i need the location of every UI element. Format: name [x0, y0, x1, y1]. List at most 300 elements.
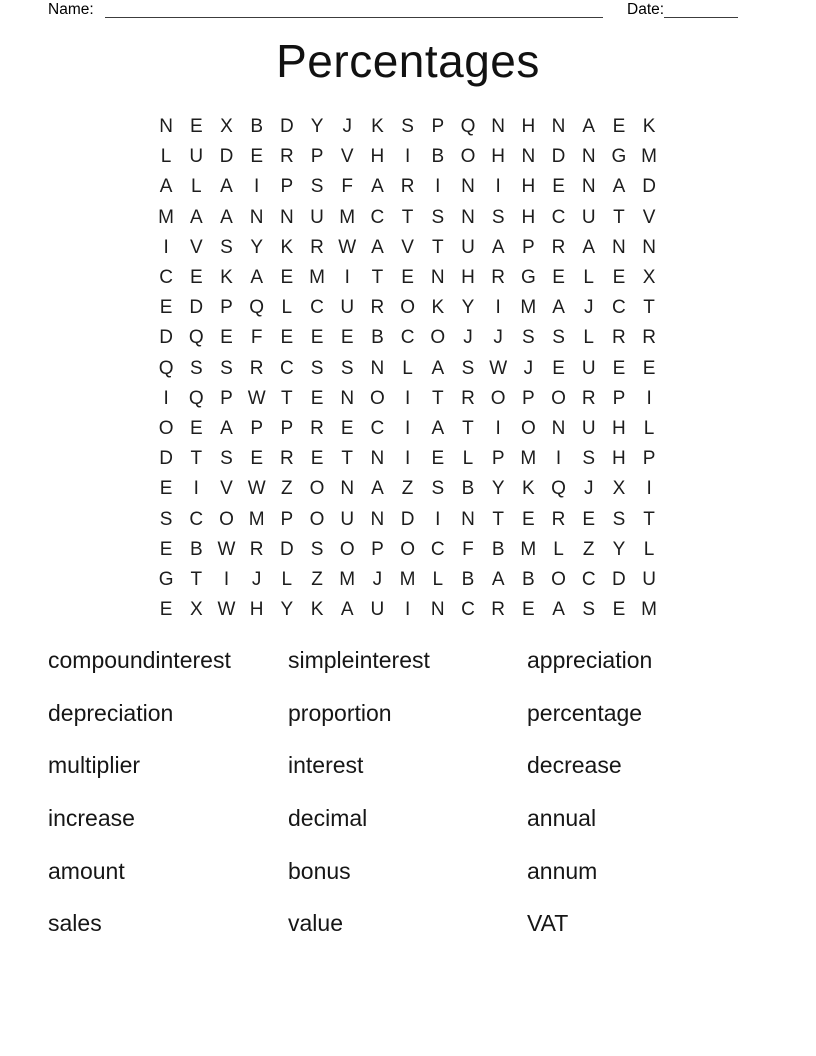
- grid-letter: Q: [551, 478, 566, 500]
- grid-letter: Z: [311, 568, 323, 590]
- grid-letter: R: [310, 417, 324, 439]
- grid-letter: I: [495, 297, 501, 319]
- grid-letter: N: [430, 599, 445, 621]
- grid-letter: P: [310, 146, 324, 168]
- grid-letter: Y: [310, 116, 324, 138]
- word-list-item: sales: [48, 910, 102, 937]
- grid-letter: N: [521, 146, 536, 168]
- grid-letter: I: [193, 478, 199, 500]
- grid-letter: K: [310, 599, 324, 621]
- grid-letter: P: [371, 538, 384, 560]
- grid-letter: W: [247, 387, 266, 409]
- grid-letter: E: [401, 267, 414, 289]
- grid-row: [151, 323, 664, 353]
- grid-letter: N: [461, 206, 475, 228]
- grid-letter: E: [189, 267, 203, 289]
- grid-letter: R: [491, 267, 506, 289]
- grid-letter: I: [404, 599, 411, 621]
- grid-letter: L: [643, 417, 655, 439]
- grid-row: [151, 233, 664, 263]
- grid-letter: E: [310, 448, 324, 470]
- grid-letter: B: [522, 568, 535, 590]
- grid-letter: N: [340, 387, 355, 409]
- grid-letter: I: [404, 387, 411, 409]
- word-list-item: VAT: [527, 910, 569, 937]
- grid-letter: D: [189, 297, 204, 319]
- grid-letter: M: [339, 206, 356, 228]
- word-list-item: bonus: [288, 857, 351, 884]
- grid-letter: A: [340, 599, 354, 621]
- grid-letter: K: [371, 116, 384, 138]
- grid-letter: G: [611, 146, 627, 168]
- grid-letter: K: [642, 116, 656, 138]
- grid-letter: T: [643, 508, 655, 530]
- grid-letter: B: [461, 478, 475, 500]
- grid-letter: E: [159, 297, 173, 319]
- grid-letter: K: [220, 267, 233, 289]
- grid-letter: O: [490, 387, 506, 409]
- grid-letter: W: [338, 236, 357, 258]
- grid-letter: Q: [188, 327, 204, 349]
- grid-letter: R: [581, 387, 596, 409]
- grid-letter: T: [341, 448, 354, 470]
- grid-letter: I: [646, 387, 652, 409]
- grid-letter: C: [370, 206, 385, 228]
- grid-letter: N: [461, 508, 475, 530]
- grid-letter: Q: [249, 297, 265, 319]
- grid-letter: O: [430, 327, 446, 349]
- grid-row: [151, 112, 664, 142]
- grid-letter: D: [642, 176, 656, 198]
- grid-letter: T: [431, 236, 444, 258]
- grid-letter: Q: [188, 387, 204, 409]
- puzzle-title: Percentages: [276, 35, 540, 87]
- grid-letter: A: [371, 236, 384, 258]
- grid-row: [151, 565, 664, 595]
- grid-letter: D: [159, 448, 173, 470]
- grid-letter: E: [612, 267, 626, 289]
- grid-letter: D: [551, 146, 566, 168]
- grid-letter: C: [189, 508, 204, 530]
- grid-letter: D: [279, 538, 294, 560]
- grid-letter: S: [522, 327, 535, 349]
- grid-letter: S: [220, 236, 233, 258]
- grid-letter: W: [217, 599, 236, 621]
- grid-letter: L: [432, 568, 444, 590]
- grid-letter: E: [431, 448, 445, 470]
- grid-letter: H: [521, 176, 536, 198]
- grid-row: [151, 203, 664, 233]
- grid-letter: X: [220, 116, 233, 138]
- grid-letter: P: [642, 448, 656, 470]
- grid-letter: I: [495, 417, 501, 439]
- word-list-item: compoundinterest: [48, 647, 231, 673]
- grid-letter: O: [339, 538, 355, 560]
- grid-letter: C: [612, 297, 626, 319]
- grid-letter: A: [371, 176, 384, 198]
- grid-letter: E: [552, 176, 565, 198]
- grid-letter: T: [613, 206, 625, 228]
- grid-letter: E: [522, 599, 535, 621]
- grid-letter: A: [159, 176, 173, 198]
- grid-row: [151, 444, 664, 474]
- grid-letter: Z: [401, 478, 414, 500]
- grid-letter: E: [340, 327, 354, 349]
- grid-letter: E: [612, 116, 626, 138]
- grid-letter: I: [435, 176, 441, 198]
- grid-letter: S: [220, 448, 233, 470]
- grid-letter: M: [520, 297, 537, 319]
- grid-letter: P: [280, 176, 294, 198]
- grid-letter: O: [370, 387, 385, 409]
- grid-letter: N: [551, 417, 566, 439]
- grid-letter: O: [551, 387, 566, 409]
- grid-letter: E: [552, 267, 565, 289]
- grid-letter: P: [280, 508, 294, 530]
- grid-letter: E: [159, 599, 173, 621]
- grid-letter: T: [492, 508, 504, 530]
- grid-letter: C: [400, 327, 415, 349]
- grid-letter: R: [249, 538, 264, 560]
- grid-letter: N: [370, 508, 385, 530]
- word-list-item: proportion: [288, 699, 392, 726]
- word-list-item: decrease: [527, 752, 622, 779]
- grid-letter: N: [491, 116, 506, 138]
- grid-letter: L: [462, 448, 474, 470]
- word-search-grid: [151, 112, 664, 625]
- grid-letter: W: [247, 478, 266, 500]
- grid-letter: C: [551, 206, 566, 228]
- grid-row: [151, 293, 664, 323]
- grid-letter: U: [370, 599, 385, 621]
- grid-letter: D: [159, 327, 173, 349]
- name-label: Name:: [48, 1, 94, 18]
- grid-letter: J: [523, 357, 534, 379]
- grid-letter: J: [463, 327, 473, 349]
- grid-row: [151, 172, 664, 202]
- grid-row: [151, 414, 664, 444]
- grid-letter: P: [431, 116, 445, 138]
- grid-letter: Q: [158, 357, 174, 379]
- grid-letter: C: [581, 568, 596, 590]
- grid-letter: H: [612, 448, 626, 470]
- grid-letter: M: [641, 146, 657, 168]
- grid-letter: R: [551, 236, 566, 258]
- grid-letter: F: [462, 538, 474, 560]
- grid-letter: U: [642, 568, 656, 590]
- grid-letter: H: [521, 116, 536, 138]
- grid-letter: M: [158, 206, 174, 228]
- grid-letter: E: [310, 327, 324, 349]
- date-label: Date:: [627, 1, 665, 18]
- grid-letter: L: [583, 267, 594, 289]
- grid-letter: P: [220, 297, 233, 319]
- grid-letter: R: [249, 357, 264, 379]
- grid-letter: J: [372, 568, 383, 590]
- word-list-item: appreciation: [527, 647, 653, 673]
- grid-letter: S: [340, 357, 354, 379]
- grid-letter: E: [552, 357, 565, 379]
- grid-letter: S: [491, 206, 505, 228]
- grid-letter: E: [280, 267, 294, 289]
- grid-letter: L: [160, 146, 172, 168]
- grid-letter: U: [189, 146, 204, 168]
- grid-letter: Q: [460, 116, 476, 138]
- grid-row: [151, 263, 664, 293]
- grid-letter: Z: [582, 538, 595, 560]
- grid-letter: A: [220, 206, 233, 228]
- grid-letter: S: [310, 538, 324, 560]
- word-list-column-2: [288, 634, 430, 950]
- grid-letter: M: [399, 568, 416, 590]
- grid-letter: F: [341, 176, 354, 198]
- grid-letter: R: [461, 387, 475, 409]
- grid-letter: W: [489, 357, 508, 379]
- grid-letter: E: [582, 508, 596, 530]
- grid-letter: I: [404, 417, 411, 439]
- grid-letter: T: [643, 297, 655, 319]
- grid-letter: A: [582, 116, 596, 138]
- grid-letter: D: [279, 116, 294, 138]
- grid-letter: T: [401, 206, 414, 228]
- grid-letter: J: [342, 116, 352, 138]
- grid-letter: E: [612, 357, 626, 379]
- grid-letter: Y: [250, 236, 263, 258]
- grid-letter: J: [583, 297, 594, 319]
- grid-letter: Y: [491, 478, 505, 500]
- grid-letter: I: [223, 568, 230, 590]
- grid-letter: N: [581, 146, 596, 168]
- grid-letter: H: [461, 267, 475, 289]
- date-blank-line: [664, 2, 738, 18]
- grid-letter: B: [250, 116, 263, 138]
- grid-letter: P: [522, 387, 535, 409]
- grid-letter: K: [280, 236, 294, 258]
- word-list-item: interest: [288, 752, 364, 779]
- grid-letter: S: [401, 116, 414, 138]
- grid-letter: E: [220, 327, 233, 349]
- grid-letter: E: [250, 448, 263, 470]
- grid-letter: I: [254, 176, 260, 198]
- word-list-item: simpleinterest: [288, 647, 430, 673]
- grid-letter: S: [552, 327, 565, 349]
- grid-letter: R: [642, 327, 656, 349]
- grid-letter: I: [163, 387, 169, 409]
- grid-letter: M: [309, 267, 325, 289]
- grid-letter: D: [400, 508, 415, 530]
- grid-letter: O: [158, 417, 174, 439]
- grid-letter: S: [431, 478, 445, 500]
- grid-row: [151, 535, 664, 565]
- grid-letter: L: [281, 297, 293, 319]
- grid-letter: N: [370, 357, 385, 379]
- grid-letter: L: [281, 568, 293, 590]
- grid-letter: S: [159, 508, 173, 530]
- grid-letter: O: [309, 508, 325, 530]
- grid-letter: Y: [612, 538, 626, 560]
- grid-letter: P: [220, 387, 233, 409]
- grid-letter: A: [371, 478, 384, 500]
- grid-letter: C: [461, 599, 475, 621]
- grid-letter: N: [340, 478, 355, 500]
- grid-letter: O: [460, 146, 476, 168]
- grid-letter: A: [431, 417, 445, 439]
- name-blank-line: [105, 2, 603, 18]
- grid-letter: E: [189, 417, 203, 439]
- grid-letter: O: [219, 508, 234, 530]
- grid-letter: S: [220, 357, 233, 379]
- grid-letter: V: [401, 236, 414, 258]
- grid-letter: E: [522, 508, 535, 530]
- grid-row: [151, 504, 664, 534]
- grid-letter: B: [431, 146, 445, 168]
- grid-letter: N: [642, 236, 656, 258]
- grid-letter: T: [190, 448, 203, 470]
- grid-letter: M: [520, 448, 537, 470]
- grid-letter: E: [612, 599, 626, 621]
- grid-letter: A: [612, 176, 626, 198]
- word-list-item: annum: [527, 857, 598, 884]
- grid-letter: C: [310, 297, 324, 319]
- grid-letter: C: [430, 538, 445, 560]
- grid-letter: N: [370, 448, 385, 470]
- grid-letter: A: [582, 236, 596, 258]
- grid-letter: N: [581, 176, 596, 198]
- grid-letter: R: [370, 297, 385, 319]
- grid-letter: U: [581, 206, 596, 228]
- grid-letter: N: [249, 206, 264, 228]
- grid-letter: M: [248, 508, 265, 530]
- grid-letter: C: [370, 417, 385, 439]
- grid-letter: D: [219, 146, 234, 168]
- grid-letter: A: [552, 297, 565, 319]
- grid-letter: R: [279, 448, 294, 470]
- grid-letter: W: [217, 538, 236, 560]
- grid-letter: U: [340, 508, 355, 530]
- grid-letter: H: [612, 417, 626, 439]
- grid-letter: O: [309, 478, 325, 500]
- grid-letter: T: [190, 568, 203, 590]
- grid-letter: R: [491, 599, 506, 621]
- grid-letter: L: [402, 357, 413, 379]
- grid-letter: R: [612, 327, 626, 349]
- grid-letter: S: [310, 357, 324, 379]
- grid-letter: Z: [281, 478, 293, 500]
- grid-letter: O: [520, 417, 536, 439]
- grid-letter: B: [189, 538, 203, 560]
- grid-letter: E: [280, 327, 294, 349]
- grid-letter: O: [400, 297, 415, 319]
- grid-letter: H: [521, 206, 536, 228]
- grid-row: [151, 474, 664, 504]
- grid-letter: P: [250, 417, 263, 439]
- grid-letter: I: [435, 508, 441, 530]
- grid-letter: A: [491, 568, 505, 590]
- word-list-item: percentage: [527, 699, 643, 726]
- word-list-item: depreciation: [48, 699, 174, 726]
- grid-letter: K: [431, 297, 445, 319]
- grid-letter: S: [431, 206, 445, 228]
- grid-letter: I: [495, 176, 501, 198]
- grid-letter: M: [520, 538, 537, 560]
- grid-letter: U: [340, 297, 355, 319]
- grid-letter: E: [642, 357, 656, 379]
- grid-letter: N: [551, 116, 566, 138]
- grid-letter: V: [220, 478, 233, 500]
- grid-letter: J: [583, 478, 594, 500]
- word-list-item: decimal: [288, 805, 368, 832]
- word-list-item: increase: [48, 805, 135, 832]
- grid-letter: A: [220, 417, 233, 439]
- grid-letter: N: [430, 267, 445, 289]
- grid-letter: P: [280, 417, 294, 439]
- grid-letter: A: [491, 236, 505, 258]
- grid-letter: S: [582, 448, 596, 470]
- grid-letter: U: [581, 417, 596, 439]
- grid-letter: I: [163, 236, 169, 258]
- grid-letter: F: [250, 327, 263, 349]
- grid-letter: V: [189, 236, 203, 258]
- grid-letter: G: [158, 568, 174, 590]
- grid-letter: L: [553, 538, 564, 560]
- word-list-column-3: [527, 634, 652, 950]
- grid-letter: N: [461, 176, 475, 198]
- grid-letter: X: [189, 599, 203, 621]
- grid-letter: T: [462, 417, 474, 439]
- grid-letter: B: [491, 538, 505, 560]
- grid-letter: G: [520, 267, 536, 289]
- grid-letter: E: [340, 417, 354, 439]
- grid-letter: B: [371, 327, 384, 349]
- grid-letter: R: [400, 176, 415, 198]
- grid-row: [151, 354, 664, 384]
- grid-letter: L: [190, 176, 202, 198]
- grid-letter: K: [522, 478, 535, 500]
- grid-letter: P: [522, 236, 535, 258]
- grid-letter: X: [642, 267, 656, 289]
- grid-letter: T: [431, 387, 444, 409]
- grid-letter: R: [310, 236, 324, 258]
- grid-letter: E: [159, 538, 173, 560]
- grid-letter: A: [189, 206, 203, 228]
- grid-letter: H: [491, 146, 506, 168]
- grid-letter: Y: [280, 599, 294, 621]
- grid-letter: A: [431, 357, 445, 379]
- grid-letter: O: [400, 538, 415, 560]
- grid-letter: R: [551, 508, 566, 530]
- grid-letter: L: [583, 327, 594, 349]
- grid-row: [151, 142, 664, 172]
- grid-row: [151, 595, 664, 625]
- grid-letter: I: [404, 448, 411, 470]
- grid-letter: S: [612, 508, 626, 530]
- grid-letter: A: [250, 267, 263, 289]
- grid-letter: I: [404, 146, 411, 168]
- grid-letter: R: [279, 146, 294, 168]
- grid-letter: S: [310, 176, 324, 198]
- grid-letter: U: [310, 206, 324, 228]
- grid-letter: E: [310, 387, 324, 409]
- grid-letter: I: [646, 478, 652, 500]
- grid-letter: T: [281, 387, 293, 409]
- word-list-item: value: [288, 910, 343, 937]
- grid-letter: S: [461, 357, 475, 379]
- grid-letter: M: [641, 599, 657, 621]
- grid-letter: M: [339, 568, 356, 590]
- word-list-item: annual: [527, 805, 597, 832]
- grid-letter: S: [189, 357, 203, 379]
- grid-letter: E: [189, 116, 203, 138]
